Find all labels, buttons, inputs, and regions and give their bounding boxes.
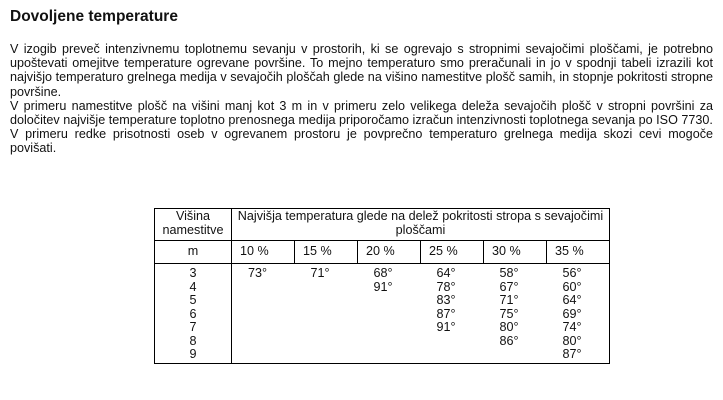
- header-max-temperature: Najvišja temperatura glede na delež pokritosti stropa s sevajočimi ploščami: [232, 209, 610, 241]
- header-coverage-20: 20 %: [358, 241, 421, 264]
- cell-value: 78°: [436, 279, 456, 294]
- cell-value: 67°: [499, 279, 519, 294]
- cell-value: [232, 294, 295, 308]
- cell-value: 91°: [373, 279, 393, 294]
- cell-value: 87°: [562, 347, 582, 361]
- table-row: [155, 308, 610, 322]
- cell-value: 83°: [436, 293, 456, 307]
- cell-height: 8: [155, 335, 232, 349]
- table-row: [155, 281, 610, 295]
- cell-value: 71°: [310, 266, 330, 280]
- header-unit: m: [155, 241, 232, 264]
- header-coverage-25: 25 %: [421, 241, 484, 264]
- cell-value: [358, 348, 421, 363]
- table-row: [155, 335, 610, 349]
- cell-height: 9: [155, 348, 232, 363]
- cell-value: [358, 321, 421, 335]
- body-text: [10, 42, 713, 156]
- cell-value: [295, 321, 358, 335]
- cell-height: 6: [155, 308, 232, 322]
- cell-value: 86°: [499, 333, 519, 348]
- header-coverage-15: 15 %: [295, 241, 358, 264]
- table-row: [155, 321, 610, 335]
- paragraph-intro: V izogib preveč intenzivnemu toplotnemu sevanju v prostorih, ki se ogrevajo s stropnimi sevajočimi ploščami, je potrebno upoštevati omejitve temperature ogrevane površine. To mejno temperaturo smo preračunali in jo v spodnji tabeli izrazili kot najvišjo temperaturo grelnega medija v sevajočih ploščah glede na višino namestitve plošč samih, in stopnje pokritosti stropne površine.: [10, 42, 713, 99]
- cell-value: 71°: [499, 293, 519, 307]
- cell-value: 64°: [562, 293, 582, 307]
- cell-value: [358, 294, 421, 308]
- cell-height: 7: [155, 321, 232, 335]
- header-coverage-10: 10 %: [232, 241, 295, 264]
- cell-value: [295, 308, 358, 322]
- header-installation-height: Višina namestitve: [155, 209, 232, 241]
- table-header-row: [155, 209, 610, 241]
- table-subheader-row: [155, 241, 610, 264]
- cell-value: 91°: [436, 320, 456, 334]
- cell-value: 75°: [499, 306, 519, 321]
- cell-value: 80°: [499, 320, 519, 334]
- cell-height: 5: [155, 294, 232, 308]
- cell-value: [295, 335, 358, 349]
- header-coverage-30: 30 %: [484, 241, 547, 264]
- cell-height: 3: [155, 264, 232, 281]
- cell-value: 60°: [562, 279, 582, 294]
- cell-value: [232, 348, 295, 363]
- cell-value: 74°: [562, 320, 582, 334]
- cell-value: 56°: [562, 266, 582, 280]
- paragraph-iso-note: V primeru namestitve plošč na višini manj kot 3 m in v primeru zelo velikega deleža sevajočih plošč v stropni površini za določitev najvišje temperature toplotno prenosnega medija priporočamo izračun intenzivnosti toplotnega sevanja po ISO 7730.: [10, 98, 713, 128]
- cell-value: [295, 294, 358, 308]
- cell-value: 73°: [248, 266, 268, 280]
- cell-height: 4: [155, 281, 232, 295]
- cell-value: [484, 348, 547, 363]
- cell-value: [232, 281, 295, 295]
- header-coverage-35: 35 %: [547, 241, 610, 264]
- cell-value: [232, 321, 295, 335]
- cell-value: [295, 348, 358, 363]
- cell-value: [421, 335, 484, 349]
- cell-value: 87°: [436, 306, 456, 321]
- cell-value: 68°: [373, 266, 393, 280]
- cell-value: 64°: [436, 266, 456, 280]
- cell-value: 58°: [499, 266, 519, 280]
- cell-value: [232, 335, 295, 349]
- cell-value: 80°: [562, 333, 582, 348]
- table-row: [155, 294, 610, 308]
- page-title: Dovoljene temperature: [10, 8, 178, 25]
- temperature-table-container: [154, 208, 610, 364]
- temperature-table: [154, 208, 610, 364]
- cell-value: [358, 308, 421, 322]
- table-row: [155, 348, 610, 363]
- table-row: [155, 264, 610, 281]
- cell-value: [295, 281, 358, 295]
- paragraph-occupancy-note: V primeru redke prisotnosti oseb v ogrevanem prostoru je povprečno temperaturo grelnega medija skozi cevi mogoče povišati.: [10, 127, 713, 156]
- cell-value: [421, 348, 484, 363]
- cell-value: [232, 308, 295, 322]
- cell-value: 69°: [562, 306, 582, 321]
- cell-value: [358, 335, 421, 349]
